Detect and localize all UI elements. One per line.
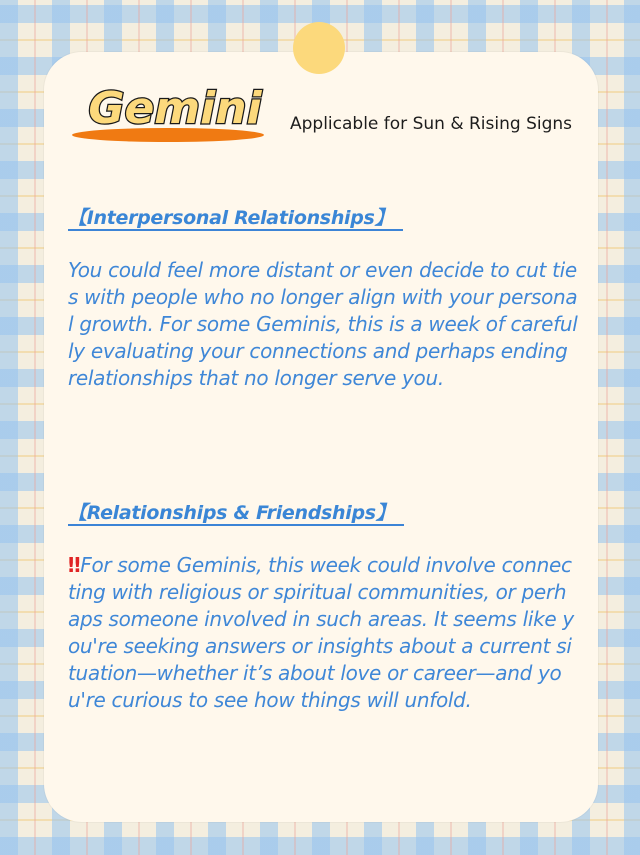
gemini-logo-art xyxy=(70,76,280,148)
section-body-relationships: For some Geminis, this week could involve connecting with religious or spiritual communities, or perhaps someone involved in such areas. It seems like you're seeking answers or insights about a current situation—whether it’s about love or career—and you're curious to see how things will unfold. xyxy=(68,553,574,712)
section-body-interpersonal: You could feel more distant or even decide to cut ties with people who no longer align with your personal growth. For some Geminis, this is a week of carefully evaluating your connections and perhaps ending relationships that no longer serve you. xyxy=(68,258,578,390)
gemini-logo xyxy=(70,76,280,148)
section-heading-relationships: 【Relationships & Friendships】 xyxy=(68,498,404,526)
logo-text: Gemini xyxy=(88,83,262,134)
section-body-relationships-wrapper xyxy=(68,552,578,714)
subtitle: Applicable for Sun & Rising Signs xyxy=(290,114,573,134)
sun-circle-decoration xyxy=(293,22,345,74)
section-heading-interpersonal: 【Interpersonal Relationships】 xyxy=(68,203,403,231)
double-exclamation-icon: ‼ xyxy=(68,553,81,577)
